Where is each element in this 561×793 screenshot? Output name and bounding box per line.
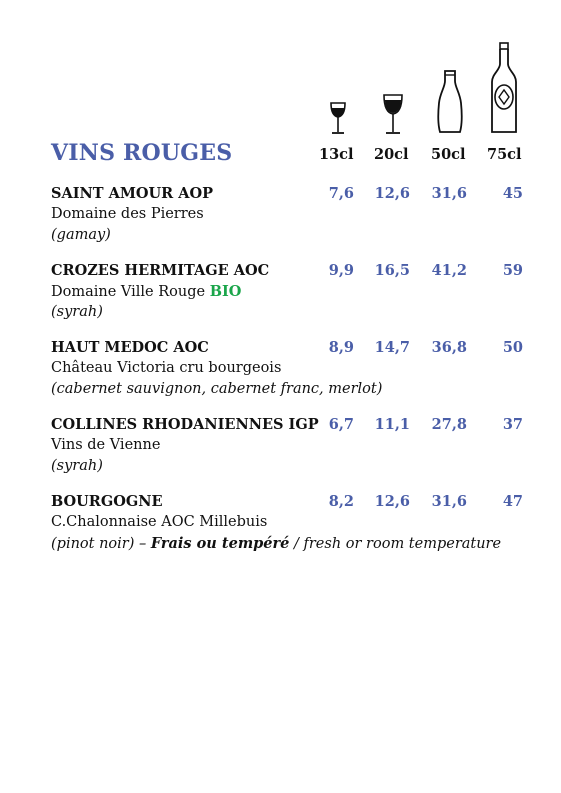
price-13cl: 7,6: [328, 185, 354, 202]
price-13cl: 8,9: [328, 339, 354, 356]
serving-size-icons: [0, 40, 561, 135]
section-title: VINS ROUGES: [51, 140, 233, 166]
bio-badge: BIO: [209, 283, 242, 300]
column-header-13cl: 13cl: [319, 146, 354, 163]
price-13cl: 6,7: [328, 416, 354, 433]
wine-item: [51, 491, 531, 554]
wine-grape: (syrah): [51, 458, 103, 474]
wine-item: [51, 337, 531, 400]
wine-item: [51, 260, 531, 323]
price-20cl: 14,7: [374, 339, 410, 356]
wine-grape: (pinot noir) – Frais ou tempéré / fresh or room temperature: [51, 535, 502, 552]
price-50cl: 41,2: [431, 262, 467, 279]
price-75cl: 47: [502, 493, 523, 510]
wine-name: SAINT AMOUR AOP: [51, 185, 214, 202]
price-20cl: 11,1: [374, 416, 410, 433]
serving-note-translation: / fresh or room temperature: [289, 536, 502, 552]
wine-item: [51, 183, 531, 246]
wine-producer: Domaine des Pierres: [51, 206, 204, 222]
column-header-50cl: 50cl: [431, 146, 466, 163]
price-20cl: 16,5: [374, 262, 410, 279]
section-header: [51, 140, 531, 168]
price-75cl: 50: [502, 339, 523, 356]
wine-glass-small-icon: [328, 101, 348, 135]
serving-note: Frais ou tempéré: [150, 535, 290, 552]
price-75cl: 37: [502, 416, 523, 433]
price-20cl: 12,6: [374, 493, 410, 510]
wine-item: [51, 414, 531, 477]
price-75cl: 59: [502, 262, 523, 279]
price-13cl: 8,2: [328, 493, 354, 510]
wine-name: BOURGOGNE: [51, 493, 163, 510]
column-header-75cl: 75cl: [487, 146, 522, 163]
price-75cl: 45: [502, 185, 523, 202]
column-header-20cl: 20cl: [374, 146, 409, 163]
wine-producer: Domaine Ville Rouge BIO: [51, 283, 242, 300]
price-20cl: 12,6: [374, 185, 410, 202]
wine-grape: (cabernet sauvignon, cabernet franc, merlot): [51, 381, 383, 397]
wine-producer: Vins de Vienne: [51, 437, 161, 453]
price-13cl: 9,9: [328, 262, 354, 279]
carafe-icon: [436, 69, 464, 135]
wine-producer: C.Chalonnaise AOC Millebuis: [51, 514, 268, 530]
price-50cl: 31,6: [431, 185, 467, 202]
wine-name: HAUT MEDOC AOC: [51, 339, 209, 356]
wine-name: COLLINES RHODANIENNES IGP: [51, 416, 319, 433]
wine-grape: (syrah): [51, 304, 103, 320]
wine-bottle-icon: [489, 42, 519, 135]
wine-producer: Château Victoria cru bourgeois: [51, 360, 282, 376]
wine-grape: (gamay): [51, 227, 111, 243]
wine-glass-large-icon: [382, 93, 404, 135]
price-50cl: 27,8: [431, 416, 467, 433]
price-50cl: 31,6: [431, 493, 467, 510]
wine-name: CROZES HERMITAGE AOC: [51, 262, 270, 279]
price-50cl: 36,8: [431, 339, 467, 356]
